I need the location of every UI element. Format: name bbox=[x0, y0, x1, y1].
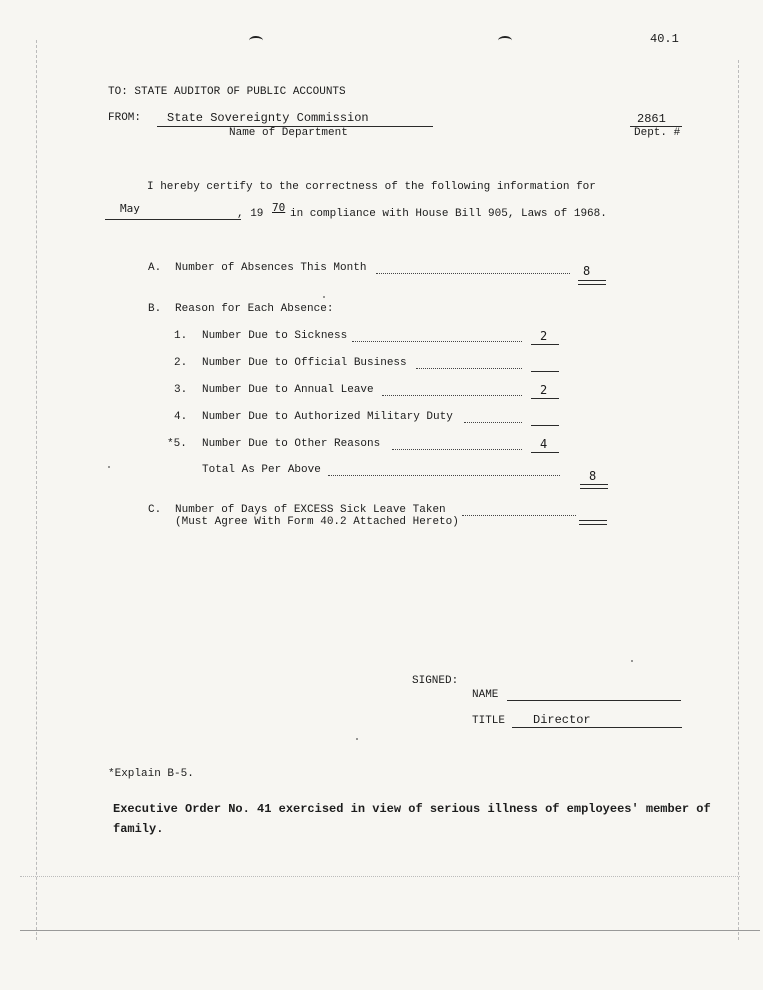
reason-leader bbox=[392, 449, 522, 450]
bottom-scan-edge bbox=[20, 930, 760, 931]
item-c-label: Number of Days of EXCESS Sick Leave Taken bbox=[175, 504, 446, 516]
from-label: FROM: bbox=[108, 112, 142, 124]
bottom-scan-line bbox=[20, 876, 740, 877]
speck bbox=[356, 738, 358, 740]
year-value: 70 bbox=[272, 201, 286, 214]
reason-value-rule bbox=[531, 452, 559, 453]
reason-num: 3. bbox=[174, 384, 188, 396]
month-value: May bbox=[120, 202, 140, 215]
speck bbox=[323, 296, 325, 298]
item-a-letter: A. bbox=[148, 262, 162, 274]
item-c-value-rule bbox=[579, 520, 607, 525]
explanation-text-cont: family. bbox=[113, 822, 164, 836]
signed-label: SIGNED: bbox=[412, 675, 459, 687]
certify-line: I hereby certify to the correctness of the following information for bbox=[147, 181, 596, 193]
title-label: TITLE bbox=[472, 715, 506, 727]
title-underline bbox=[512, 727, 682, 728]
reason-leader bbox=[352, 341, 522, 342]
right-margin-line bbox=[738, 60, 739, 940]
reason-num: 2. bbox=[174, 357, 188, 369]
reason-num: 4. bbox=[174, 411, 188, 423]
dept-caption: Dept. # bbox=[634, 127, 681, 139]
reason-label: Number Due to Authorized Military Duty bbox=[202, 411, 453, 423]
item-c-note: (Must Agree With Form 40.2 Attached Hereto) bbox=[175, 516, 459, 528]
reason-value: 4 bbox=[540, 437, 548, 451]
speck bbox=[631, 660, 633, 662]
reason-label: Number Due to Official Business bbox=[202, 357, 407, 369]
reason-value: 2 bbox=[540, 329, 548, 343]
reason-num: 1. bbox=[174, 330, 188, 342]
fold-mark-left bbox=[249, 36, 263, 45]
total-label: Total As Per Above bbox=[202, 464, 321, 476]
explain-label: *Explain B-5. bbox=[108, 768, 194, 780]
item-a-value: 8 bbox=[583, 264, 591, 278]
reason-value-rule bbox=[531, 398, 559, 399]
reason-value-rule bbox=[531, 425, 559, 426]
item-a-label: Number of Absences This Month bbox=[175, 262, 367, 274]
item-c-letter: C. bbox=[148, 504, 162, 516]
speck bbox=[108, 466, 110, 468]
total-leader bbox=[328, 475, 560, 476]
name-underline bbox=[507, 700, 681, 701]
name-label: NAME bbox=[472, 689, 499, 701]
reason-num: *5. bbox=[167, 438, 187, 450]
year-prefix: , 19 bbox=[237, 208, 264, 220]
compliance-text: in compliance with House Bill 905, Laws of 1968. bbox=[290, 208, 607, 220]
explanation-text: Executive Order No. 41 exercised in view of serious illness of employees' member of bbox=[113, 802, 711, 816]
reason-leader bbox=[464, 422, 522, 423]
reason-leader bbox=[416, 368, 522, 369]
to-line: TO: STATE AUDITOR OF PUBLIC ACCOUNTS bbox=[108, 86, 346, 98]
reason-label: Number Due to Other Reasons bbox=[202, 438, 381, 450]
left-margin-line bbox=[36, 40, 37, 940]
fold-mark-right bbox=[498, 36, 512, 45]
item-a-value-rule bbox=[578, 280, 606, 285]
reason-value-rule bbox=[531, 371, 559, 372]
reason-leader bbox=[382, 395, 522, 396]
reason-value-rule bbox=[531, 344, 559, 345]
dept-number: 2861 bbox=[637, 112, 666, 126]
reason-value: 2 bbox=[540, 383, 548, 397]
total-value: 8 bbox=[589, 469, 597, 483]
reason-label: Number Due to Annual Leave bbox=[202, 384, 374, 396]
item-b-label: Reason for Each Absence: bbox=[175, 303, 334, 315]
item-a-leader bbox=[376, 273, 570, 274]
reason-label: Number Due to Sickness bbox=[202, 330, 348, 342]
month-underline bbox=[105, 219, 241, 220]
title-value: Director bbox=[533, 713, 591, 727]
department-name: State Sovereignty Commission bbox=[167, 111, 369, 125]
form-number: 40.1 bbox=[650, 32, 679, 46]
item-b-letter: B. bbox=[148, 303, 162, 315]
department-caption: Name of Department bbox=[229, 127, 348, 139]
item-c-leader bbox=[462, 515, 576, 516]
total-value-rule bbox=[580, 484, 608, 489]
